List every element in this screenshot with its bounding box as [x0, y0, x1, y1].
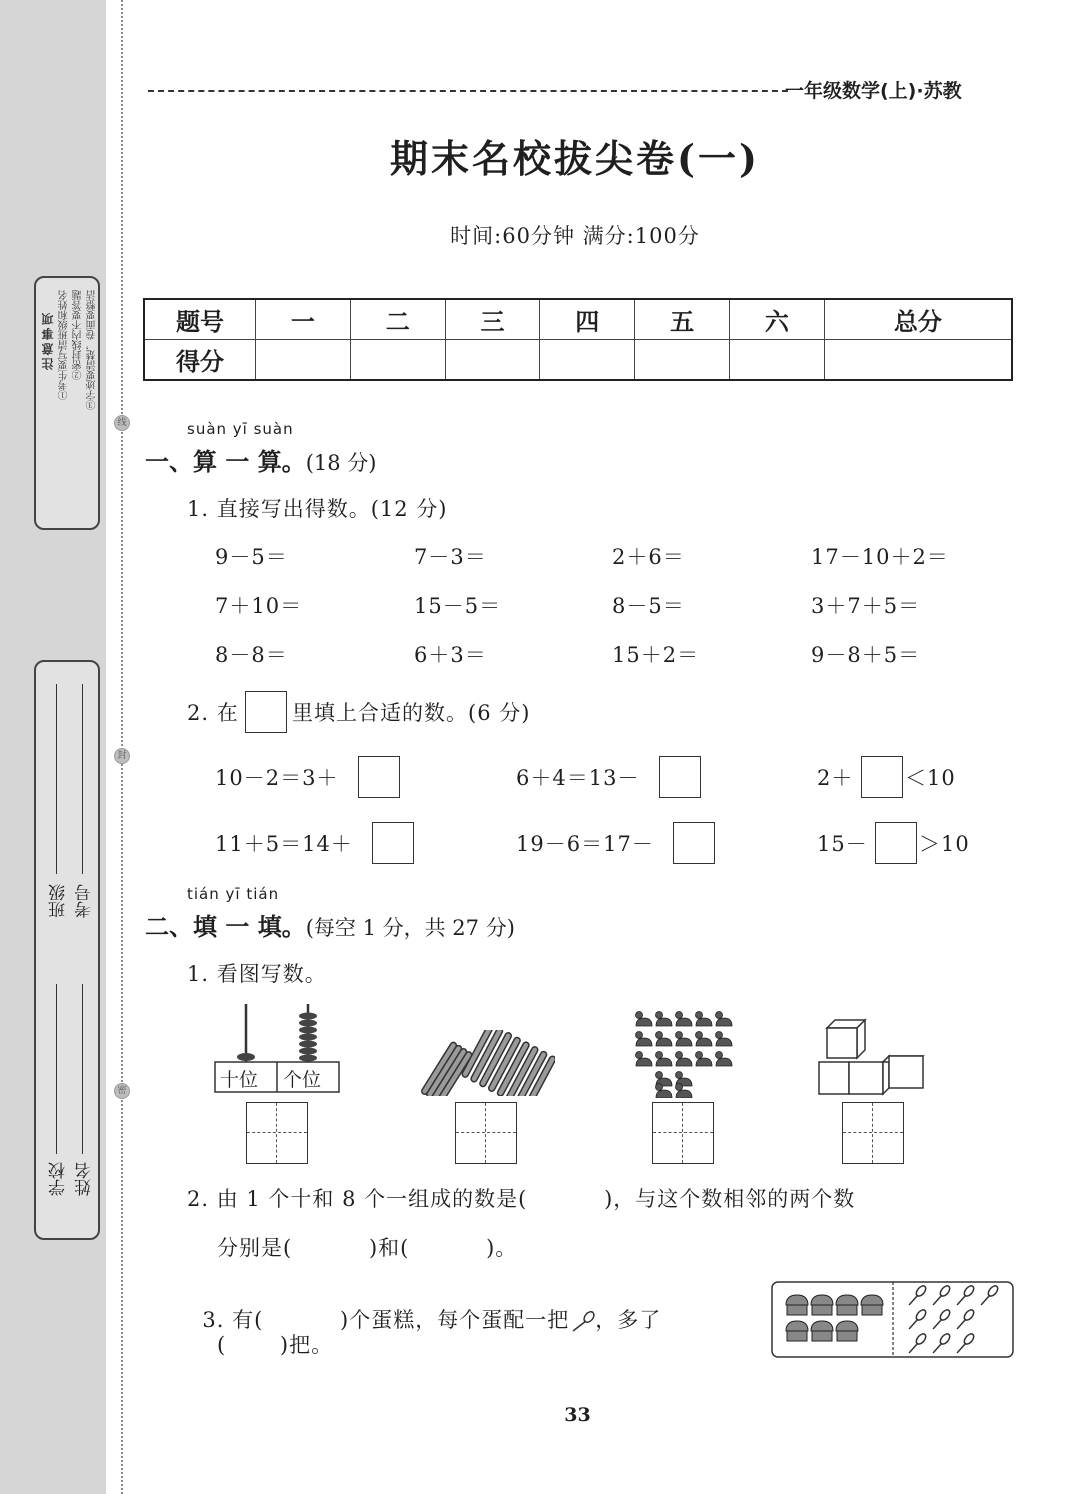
- fill-equation: 11＋5＝14＋: [215, 832, 353, 856]
- fill-equation: 15－: [817, 832, 868, 856]
- exam-number-blank[interactable]: [82, 684, 83, 874]
- s2-q3-text-b: ，多了: [595, 1308, 662, 1332]
- score-blank[interactable]: [729, 340, 824, 381]
- score-cell: 六: [729, 299, 824, 340]
- section1-pinyin: suàn yī suàn: [187, 420, 294, 438]
- score-cell: 二: [350, 299, 445, 340]
- fill-equation-tail: ＜10: [905, 766, 956, 790]
- school-blank[interactable]: [56, 984, 57, 1154]
- score-table-header-row: [144, 299, 1012, 340]
- q2-prefix: 2. 在: [187, 701, 239, 725]
- fill-equation: 10－2＝3＋: [215, 766, 339, 790]
- equation: 3＋7＋5＝: [811, 594, 921, 618]
- equation: 2＋6＝: [612, 545, 685, 569]
- fill-equation-tail: ＞10: [919, 832, 970, 856]
- equation: 8－8＝: [215, 643, 288, 667]
- equation: 9－8＋5＝: [811, 643, 921, 667]
- sample-answer-box: [245, 691, 287, 733]
- score-blank[interactable]: [350, 340, 445, 381]
- section2-points: (每空 1 分，共 27 分): [305, 916, 515, 940]
- note-item: ①考生要写清班级和姓名: [59, 290, 70, 400]
- s2-q3-line2: ( )把。: [217, 1333, 334, 1357]
- exam-notes-box: [34, 276, 100, 530]
- equation: 15－5＝: [414, 594, 502, 618]
- q1-label: 1. 直接写出得数。(12 分): [187, 497, 448, 521]
- answer-box[interactable]: [358, 756, 400, 798]
- section2-title: 二、填 一 填。: [145, 912, 306, 941]
- equation: 17－10＋2＝: [811, 545, 949, 569]
- answer-box[interactable]: [875, 822, 917, 864]
- tens-place-label: 十位: [220, 1069, 259, 1091]
- fill-equation: 2＋: [817, 766, 854, 790]
- s2-q3-text-a: 3. 有( )个蛋糕，每个蛋配一把: [202, 1308, 570, 1332]
- answer-grid[interactable]: [246, 1102, 308, 1164]
- answer-box[interactable]: [861, 756, 903, 798]
- score-blank[interactable]: [445, 340, 540, 381]
- section1-heading: [145, 442, 377, 477]
- edition-label: 一年级数学(上)·苏教: [785, 80, 962, 102]
- name-label: 姓名: [75, 1162, 95, 1196]
- answer-box[interactable]: [673, 822, 715, 864]
- score-cell: 一: [256, 299, 351, 340]
- s2-q1-label: 1. 看图写数。: [187, 962, 327, 986]
- equation: 7＋10＝: [215, 594, 303, 618]
- s2-q2-line1: 2. 由 1 个十和 8 个一组成的数是( )，与这个数相邻的两个数: [187, 1187, 856, 1211]
- section2-pinyin: tián yī tián: [187, 885, 280, 903]
- equation: 7－3＝: [414, 545, 487, 569]
- s2-q3-line1: [187, 1280, 661, 1334]
- header-dash-rule: [148, 90, 788, 92]
- sticks-bundle-picture: [420, 1030, 555, 1096]
- section1-title: 一、算 一 算。: [145, 447, 306, 476]
- section1-points: (18 分): [305, 451, 377, 475]
- name-blank[interactable]: [82, 984, 83, 1154]
- answer-grid[interactable]: [842, 1102, 904, 1164]
- equation: 6＋3＝: [414, 643, 487, 667]
- score-cell: 四: [540, 299, 635, 340]
- section2-heading: [145, 907, 515, 942]
- binding-hole: 封: [114, 748, 130, 764]
- score-cell: 总分: [824, 299, 1012, 340]
- equation: 8－5＝: [612, 594, 685, 618]
- cakes-and-spoons-picture: [771, 1281, 1014, 1359]
- score-cell: 三: [445, 299, 540, 340]
- exam-number-label: 考号: [75, 884, 95, 918]
- school-label: 学校: [49, 1162, 69, 1196]
- spoon-icon: [569, 1311, 595, 1333]
- equation: 15＋2＝: [612, 643, 700, 667]
- binding-hole: 密: [114, 1083, 130, 1099]
- score-blank[interactable]: [635, 340, 730, 381]
- student-info-box: [34, 660, 100, 1240]
- binding-hole: 线: [114, 415, 130, 431]
- ones-place-label: 个位: [283, 1069, 322, 1091]
- equation: 9－5＝: [215, 545, 288, 569]
- class-blank[interactable]: [56, 684, 57, 874]
- fill-equation: 19－6＝17－: [516, 832, 654, 856]
- answer-grid[interactable]: [455, 1102, 517, 1164]
- exam-time-and-score: 时间:60分钟 满分:100分: [450, 224, 700, 248]
- fill-equation: 6＋4＝13－: [516, 766, 640, 790]
- score-row-label: 得分: [144, 340, 256, 381]
- score-table-score-row: [144, 340, 1012, 381]
- ducks-picture: [630, 1008, 735, 1098]
- score-table: [143, 298, 1013, 381]
- page-title: 期末名校拔尖卷(一): [390, 136, 760, 181]
- score-blank[interactable]: [540, 340, 635, 381]
- s2-q2-line2: 分别是( )和( )。: [217, 1236, 518, 1260]
- score-blank[interactable]: [824, 340, 1012, 381]
- answer-box[interactable]: [372, 822, 414, 864]
- cubes-picture: [815, 1018, 930, 1096]
- class-label: 班级: [49, 884, 69, 918]
- answer-box[interactable]: [659, 756, 701, 798]
- score-blank[interactable]: [256, 340, 351, 381]
- page-number: 33: [564, 1404, 591, 1426]
- answer-grid[interactable]: [652, 1102, 714, 1164]
- score-cell: 题号: [144, 299, 256, 340]
- score-cell: 五: [635, 299, 730, 340]
- q2-suffix: 里填上合适的数。(6 分): [292, 701, 531, 725]
- note-item: ②密封线内不要答题: [73, 290, 84, 380]
- notes-label: 注意事项: [41, 310, 55, 370]
- note-item: ③字迹要清楚，卷面要整洁: [87, 290, 98, 410]
